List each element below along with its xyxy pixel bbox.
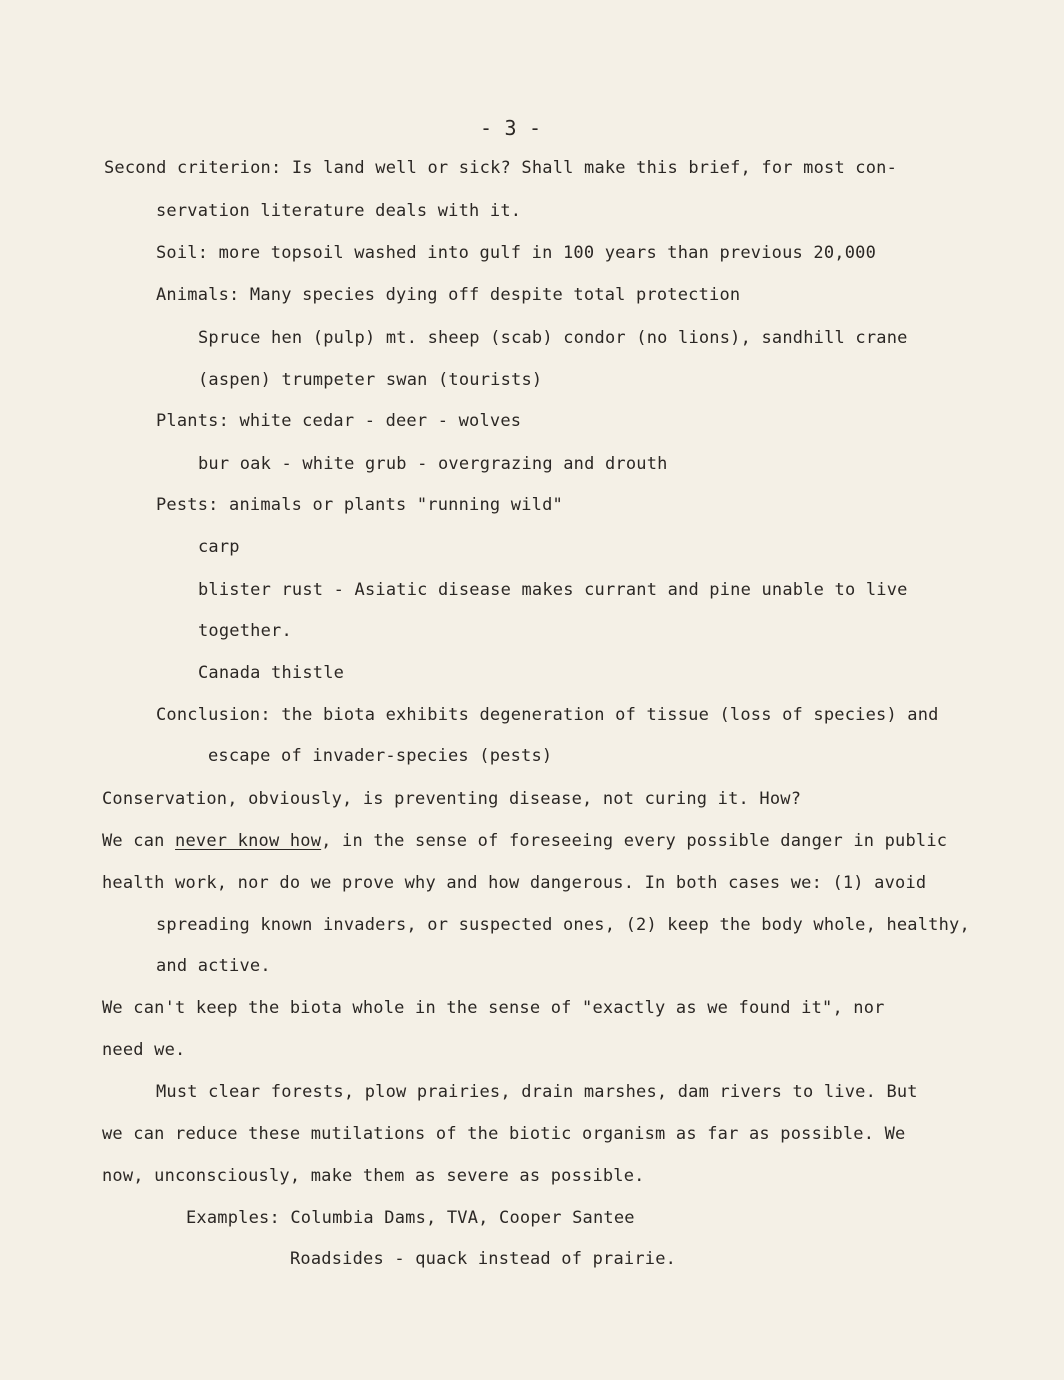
text-line: spreading known invaders, or suspected ones, (2) keep the body whole, healthy, xyxy=(156,915,970,935)
text-line: need we. xyxy=(102,1040,186,1060)
text-line: servation literature deals with it. xyxy=(156,201,522,221)
page-number: - 3 - xyxy=(480,116,542,140)
text-line: (aspen) trumpeter swan (tourists) xyxy=(198,370,543,390)
text-line: together. xyxy=(198,621,292,641)
text-line: Roadsides - quack instead of prairie. xyxy=(290,1249,677,1269)
text-line: Examples: Columbia Dams, TVA, Cooper Santee xyxy=(186,1208,635,1228)
text-line: Second criterion: Is land well or sick? Shall make this brief, for most con- xyxy=(104,158,898,178)
text-line: We can't keep the biota whole in the sense of "exactly as we found it", nor xyxy=(102,998,885,1018)
text-line: Canada thistle xyxy=(198,663,345,683)
text-line: bur oak - white grub - overgrazing and drouth xyxy=(198,454,668,474)
text-line: we can reduce these mutilations of the biotic organism as far as possible. We xyxy=(102,1124,906,1144)
text-segment: , in the sense of foreseeing every possible danger in public xyxy=(321,831,948,851)
text-line: Conclusion: the biota exhibits degeneration of tissue (loss of species) and xyxy=(156,705,939,725)
text-line: Must clear forests, plow prairies, drain marshes, dam rivers to live. But xyxy=(156,1082,918,1102)
text-line: now, unconsciously, make them as severe as possible. xyxy=(102,1166,645,1186)
underlined-phrase: never know how xyxy=(175,831,322,851)
text-line: Soil: more topsoil washed into gulf in 100 years than previous 20,000 xyxy=(156,243,877,263)
text-line xyxy=(102,833,947,850)
text-line: Plants: white cedar - deer - wolves xyxy=(156,411,522,431)
text-segment: We can xyxy=(102,831,176,851)
text-line: and active. xyxy=(156,956,271,976)
text-line: Spruce hen (pulp) mt. sheep (scab) condor (no lions), sandhill crane xyxy=(198,328,908,348)
text-line: carp xyxy=(198,537,240,557)
text-line: blister rust - Asiatic disease makes currant and pine unable to live xyxy=(198,580,908,600)
text-line: health work, nor do we prove why and how dangerous. In both cases we: (1) avoid xyxy=(102,873,927,893)
text-line: Animals: Many species dying off despite total protection xyxy=(156,285,741,305)
text-line: Pests: animals or plants "running wild" xyxy=(156,495,563,515)
text-line: escape of invader-species (pests) xyxy=(208,746,553,766)
text-line: Conservation, obviously, is preventing disease, not curing it. How? xyxy=(102,789,802,809)
